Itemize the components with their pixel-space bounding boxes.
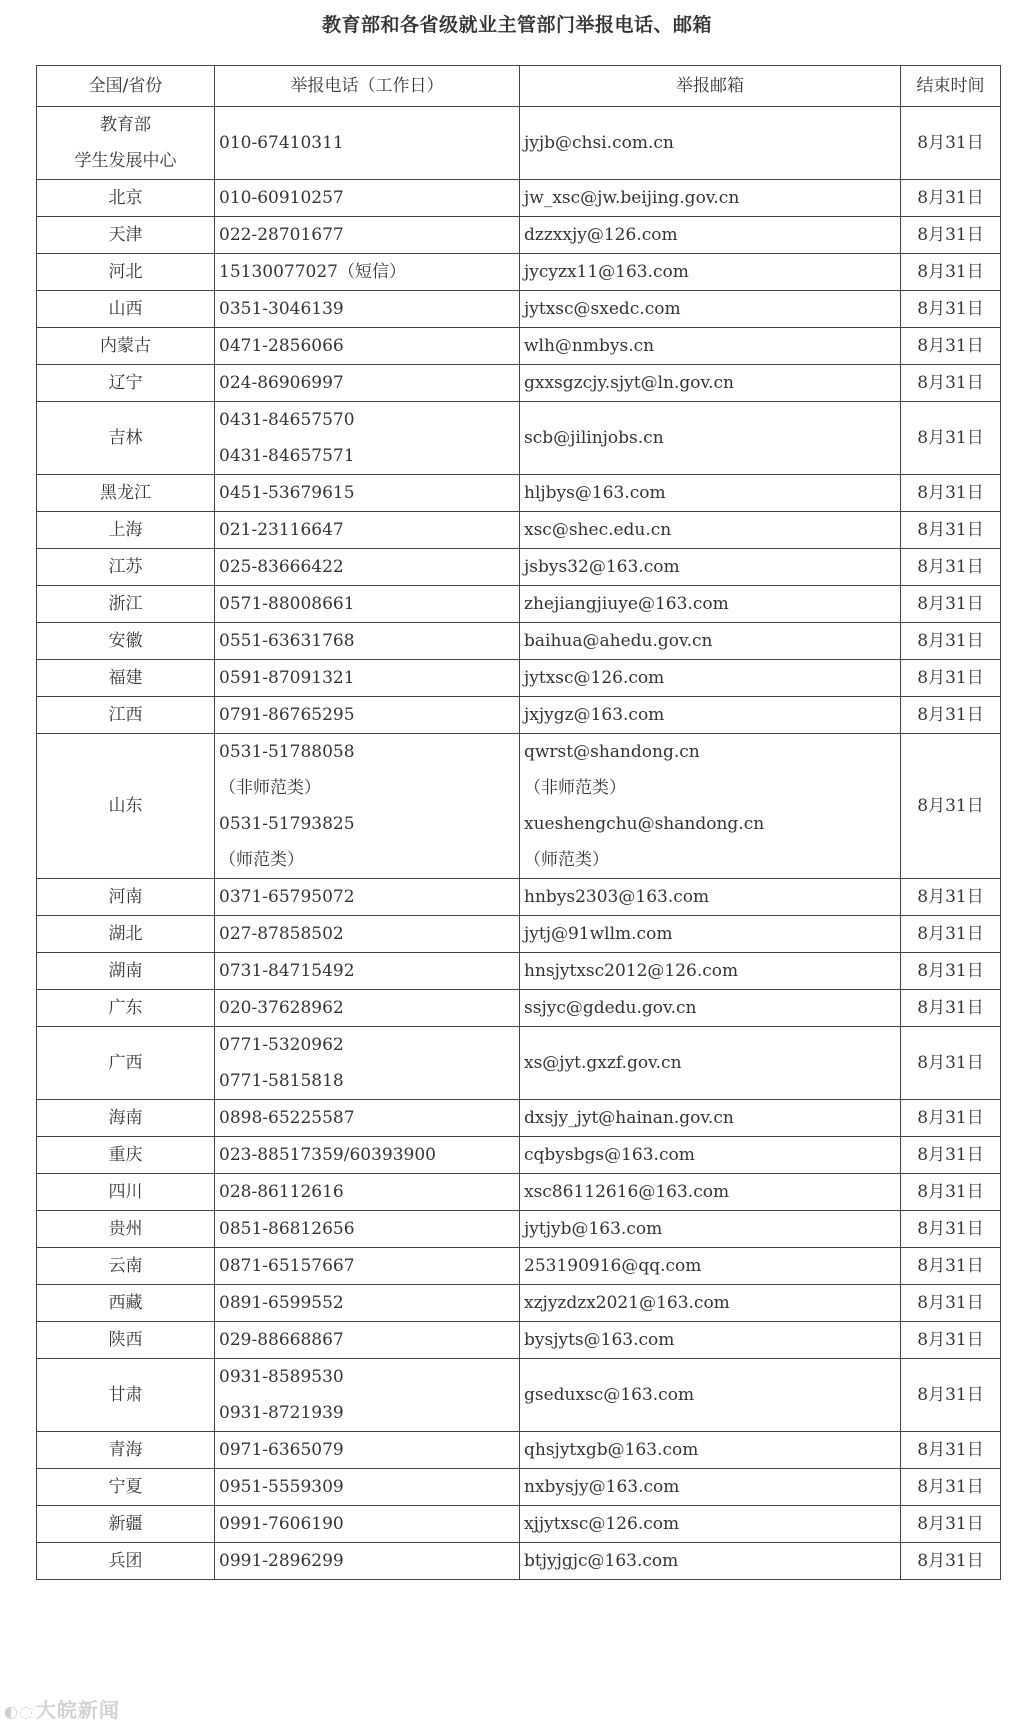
cell-phone bbox=[215, 1248, 520, 1285]
cell-phone-line: 15130077027（短信） bbox=[219, 262, 406, 282]
cell-email bbox=[520, 549, 901, 586]
cell-phone bbox=[215, 1174, 520, 1211]
cell-email bbox=[520, 1506, 901, 1543]
cell-region-line: 河北 bbox=[108, 262, 143, 282]
table-row bbox=[37, 734, 1001, 879]
cell-phone bbox=[215, 291, 520, 328]
cell-email bbox=[520, 953, 901, 990]
cell-region bbox=[37, 107, 215, 180]
cell-email bbox=[520, 291, 901, 328]
cell-region bbox=[37, 916, 215, 953]
cell-end-date: 8月31日 bbox=[901, 1322, 1001, 1359]
cell-region-line: 山西 bbox=[108, 299, 143, 319]
cell-region bbox=[37, 586, 215, 623]
cell-end-date: 8月31日 bbox=[901, 953, 1001, 990]
cell-region-line: 山东 bbox=[108, 796, 143, 816]
cell-email-line[interactable]: ssjyc@gdedu.gov.cn bbox=[524, 998, 697, 1018]
cell-email-line[interactable]: baihua@ahedu.gov.cn bbox=[524, 631, 713, 651]
cell-region bbox=[37, 1285, 215, 1322]
cell-region bbox=[37, 660, 215, 697]
cell-region-line: 上海 bbox=[108, 520, 143, 540]
cell-phone bbox=[215, 475, 520, 512]
table-body bbox=[37, 107, 1001, 1580]
cell-email bbox=[520, 1100, 901, 1137]
cell-region bbox=[37, 365, 215, 402]
cell-email bbox=[520, 1137, 901, 1174]
cell-phone bbox=[215, 107, 520, 180]
cell-region-line: 新疆 bbox=[108, 1514, 143, 1534]
cell-end-date: 8月31日 bbox=[901, 475, 1001, 512]
cell-email-line[interactable]: bysjyts@163.com bbox=[524, 1330, 675, 1350]
cell-end-date: 8月31日 bbox=[901, 402, 1001, 475]
table-row bbox=[37, 697, 1001, 734]
cell-region bbox=[37, 1248, 215, 1285]
cell-region bbox=[37, 1322, 215, 1359]
cell-region bbox=[37, 328, 215, 365]
cell-email-line[interactable]: wlh@nmbys.cn bbox=[524, 336, 655, 356]
cell-end-date: 8月31日 bbox=[901, 1137, 1001, 1174]
cell-end-date: 8月31日 bbox=[901, 217, 1001, 254]
cell-phone-line: 0951-5559309 bbox=[219, 1477, 344, 1497]
cell-region-line: 天津 bbox=[108, 225, 143, 245]
cell-region-line: 陕西 bbox=[108, 1330, 143, 1350]
cell-region bbox=[37, 1174, 215, 1211]
cell-email-line[interactable]: dzzxxjy@126.com bbox=[524, 225, 678, 245]
cell-phone-line: 010-60910257 bbox=[219, 188, 344, 208]
cell-email bbox=[520, 365, 901, 402]
cell-phone-line: 025-83666422 bbox=[219, 557, 344, 577]
cell-region-line: 福建 bbox=[108, 668, 143, 688]
cell-phone-line: 0991-2896299 bbox=[219, 1551, 344, 1571]
cell-end-date: 8月31日 bbox=[901, 734, 1001, 879]
table-row bbox=[37, 1174, 1001, 1211]
cell-email-line[interactable]: cqbysbgs@163.com bbox=[524, 1145, 695, 1165]
cell-region bbox=[37, 1211, 215, 1248]
cell-email-line: （师范类） bbox=[524, 850, 609, 870]
cell-email-line[interactable]: xueshengchu@shandong.cn bbox=[524, 814, 765, 834]
cell-phone bbox=[215, 365, 520, 402]
cell-end-date: 8月31日 bbox=[901, 660, 1001, 697]
cell-region-line: 兵团 bbox=[108, 1551, 143, 1571]
cell-email bbox=[520, 697, 901, 734]
table-row bbox=[37, 180, 1001, 217]
cell-end-date: 8月31日 bbox=[901, 1285, 1001, 1322]
cell-end-date: 8月31日 bbox=[901, 180, 1001, 217]
cell-phone-line: 0931-8721939 bbox=[219, 1403, 344, 1423]
cell-email bbox=[520, 623, 901, 660]
cell-region-line: 湖南 bbox=[108, 961, 143, 981]
cell-phone bbox=[215, 697, 520, 734]
table-row bbox=[37, 1322, 1001, 1359]
cell-phone-line: 0591-87091321 bbox=[219, 668, 355, 688]
cell-end-date: 8月31日 bbox=[901, 254, 1001, 291]
cell-end-date: 8月31日 bbox=[901, 549, 1001, 586]
cell-phone-line: 0898-65225587 bbox=[219, 1108, 355, 1128]
cell-phone-line: 028-86112616 bbox=[219, 1182, 344, 1202]
cell-email-line[interactable]: xjjytxsc@126.com bbox=[524, 1514, 680, 1534]
table-row bbox=[37, 586, 1001, 623]
cell-email-line[interactable]: zhejiangjiuye@163.com bbox=[524, 594, 729, 614]
cell-end-date: 8月31日 bbox=[901, 586, 1001, 623]
cell-email bbox=[520, 734, 901, 879]
cell-email bbox=[520, 660, 901, 697]
cell-region-line: 宁夏 bbox=[108, 1477, 143, 1497]
table-row bbox=[37, 107, 1001, 180]
cell-phone bbox=[215, 1506, 520, 1543]
cell-region bbox=[37, 512, 215, 549]
cell-email bbox=[520, 254, 901, 291]
table-row bbox=[37, 328, 1001, 365]
cell-email-line[interactable]: xs@jyt.gxzf.gov.cn bbox=[524, 1053, 682, 1073]
cell-region-line: 内蒙古 bbox=[100, 336, 151, 356]
cell-phone-line: 0731-84715492 bbox=[219, 961, 355, 981]
cell-region-line: 四川 bbox=[108, 1182, 143, 1202]
cell-region bbox=[37, 217, 215, 254]
cell-email-line[interactable]: nxbysjy@163.com bbox=[524, 1477, 680, 1497]
cell-end-date: 8月31日 bbox=[901, 1432, 1001, 1469]
cell-phone bbox=[215, 512, 520, 549]
cell-email bbox=[520, 217, 901, 254]
cell-email-line[interactable]: dxsjy_jyt@hainan.gov.cn bbox=[524, 1108, 734, 1128]
cell-phone-line: 0431-84657571 bbox=[219, 446, 355, 466]
cell-region-line: 重庆 bbox=[108, 1145, 143, 1165]
watermark-logo-icon: ◐◌ bbox=[4, 1702, 34, 1721]
cell-email-line[interactable]: jycyzx11@163.com bbox=[524, 262, 689, 282]
cell-region-line: 贵州 bbox=[108, 1219, 143, 1239]
cell-region-line: 广西 bbox=[108, 1053, 143, 1073]
cell-phone-line: 0431-84657570 bbox=[219, 410, 355, 430]
cell-region-line: 海南 bbox=[108, 1108, 143, 1128]
cell-email bbox=[520, 1543, 901, 1580]
cell-phone-line: 0531-51788058 bbox=[219, 742, 355, 762]
cell-end-date: 8月31日 bbox=[901, 1506, 1001, 1543]
cell-region bbox=[37, 1137, 215, 1174]
cell-end-date: 8月31日 bbox=[901, 1543, 1001, 1580]
table-row bbox=[37, 1211, 1001, 1248]
cell-region-line: 青海 bbox=[108, 1440, 143, 1460]
table-row bbox=[37, 291, 1001, 328]
cell-region-line: 浙江 bbox=[108, 594, 143, 614]
cell-end-date: 8月31日 bbox=[901, 623, 1001, 660]
cell-email bbox=[520, 1469, 901, 1506]
cell-email-line[interactable]: jytj@91wllm.com bbox=[524, 924, 673, 944]
cell-region-line: 辽宁 bbox=[108, 373, 143, 393]
cell-email-line[interactable]: hnsjytxsc2012@126.com bbox=[524, 961, 739, 981]
table-row bbox=[37, 549, 1001, 586]
cell-region-line: 甘肃 bbox=[108, 1385, 143, 1405]
cell-phone-line: 027-87858502 bbox=[219, 924, 344, 944]
page-title: 教育部和各省级就业主管部门举报电话、邮箱 bbox=[321, 14, 712, 36]
table-row bbox=[37, 1543, 1001, 1580]
cell-email-line[interactable]: jytxsc@126.com bbox=[524, 668, 665, 688]
cell-end-date: 8月31日 bbox=[901, 916, 1001, 953]
table-row bbox=[37, 1432, 1001, 1469]
cell-phone-line: 0531-51793825 bbox=[219, 814, 355, 834]
cell-region-line: 吉林 bbox=[108, 428, 143, 448]
cell-phone-line: 0471-2856066 bbox=[219, 336, 344, 356]
cell-region-line: 云南 bbox=[108, 1256, 143, 1276]
cell-phone-line: 0771-5815818 bbox=[219, 1071, 344, 1091]
cell-phone-line: 0971-6365079 bbox=[219, 1440, 344, 1460]
cell-region-line: 学生发展中心 bbox=[74, 151, 177, 171]
cell-end-date: 8月31日 bbox=[901, 1248, 1001, 1285]
cell-phone-line: 0991-7606190 bbox=[219, 1514, 344, 1534]
watermark bbox=[4, 1694, 120, 1723]
cell-region bbox=[37, 1359, 215, 1432]
cell-phone bbox=[215, 1543, 520, 1580]
cell-region bbox=[37, 475, 215, 512]
cell-email bbox=[520, 107, 901, 180]
cell-end-date: 8月31日 bbox=[901, 990, 1001, 1027]
cell-region bbox=[37, 254, 215, 291]
header-phone: 举报电话（工作日） bbox=[215, 66, 520, 107]
cell-phone bbox=[215, 1322, 520, 1359]
cell-region-line: 安徽 bbox=[108, 631, 143, 651]
cell-phone-line: 0371-65795072 bbox=[219, 887, 355, 907]
cell-phone-line: 0571-88008661 bbox=[219, 594, 355, 614]
cell-phone bbox=[215, 328, 520, 365]
cell-email bbox=[520, 475, 901, 512]
cell-email-line[interactable]: jytjyb@163.com bbox=[524, 1219, 663, 1239]
table-row bbox=[37, 217, 1001, 254]
table-row bbox=[37, 1285, 1001, 1322]
cell-phone bbox=[215, 549, 520, 586]
table-header-row bbox=[37, 66, 1001, 107]
cell-region-line: 河南 bbox=[108, 887, 143, 907]
cell-email-line[interactable]: btjyjgjc@163.com bbox=[524, 1551, 679, 1571]
cell-email-line[interactable]: 253190916@qq.com bbox=[524, 1256, 702, 1276]
cell-region bbox=[37, 291, 215, 328]
cell-phone bbox=[215, 1100, 520, 1137]
cell-phone bbox=[215, 734, 520, 879]
cell-email bbox=[520, 879, 901, 916]
cell-region bbox=[37, 549, 215, 586]
cell-region-line: 北京 bbox=[108, 188, 143, 208]
cell-region bbox=[37, 180, 215, 217]
cell-email bbox=[520, 586, 901, 623]
cell-email-line[interactable]: jytxsc@sxedc.com bbox=[524, 299, 681, 319]
watermark-text: 大皖新闻 bbox=[35, 1698, 120, 1722]
table-row bbox=[37, 1469, 1001, 1506]
cell-email bbox=[520, 1432, 901, 1469]
cell-region-line: 黑龙江 bbox=[100, 483, 151, 503]
header-end-date: 结束时间 bbox=[901, 66, 1001, 107]
cell-email-line[interactable]: xsc86112616@163.com bbox=[524, 1182, 730, 1202]
cell-email-line[interactable]: xsc@shec.edu.cn bbox=[524, 520, 672, 540]
cell-phone bbox=[215, 1359, 520, 1432]
table-row bbox=[37, 660, 1001, 697]
cell-phone-line: （师范类） bbox=[219, 850, 304, 870]
table-row bbox=[37, 254, 1001, 291]
cell-phone-line: 0891-6599552 bbox=[219, 1293, 344, 1313]
cell-region bbox=[37, 1469, 215, 1506]
cell-phone bbox=[215, 916, 520, 953]
table-row bbox=[37, 1100, 1001, 1137]
table-row bbox=[37, 365, 1001, 402]
header-email: 举报邮箱 bbox=[520, 66, 901, 107]
cell-phone-line: 0931-8589530 bbox=[219, 1367, 344, 1387]
cell-phone bbox=[215, 254, 520, 291]
cell-email-line[interactable]: qhsjytxgb@163.com bbox=[524, 1440, 699, 1460]
cell-email bbox=[520, 990, 901, 1027]
cell-phone bbox=[215, 217, 520, 254]
cell-phone-line: 023-88517359/60393900 bbox=[219, 1145, 436, 1165]
cell-phone bbox=[215, 953, 520, 990]
cell-region bbox=[37, 1543, 215, 1580]
cell-phone bbox=[215, 879, 520, 916]
cell-region bbox=[37, 623, 215, 660]
cell-end-date: 8月31日 bbox=[901, 879, 1001, 916]
cell-end-date: 8月31日 bbox=[901, 1211, 1001, 1248]
cell-region-line: 江苏 bbox=[108, 557, 143, 577]
report-contacts-table bbox=[36, 65, 1001, 1580]
cell-phone-line: 0551-63631768 bbox=[219, 631, 355, 651]
cell-email-line[interactable]: qwrst@shandong.cn bbox=[524, 742, 700, 762]
table-row bbox=[37, 953, 1001, 990]
cell-email-line[interactable]: scb@jilinjobs.cn bbox=[524, 428, 664, 448]
cell-email bbox=[520, 180, 901, 217]
cell-email-line[interactable]: hnbys2303@163.com bbox=[524, 887, 710, 907]
table-row bbox=[37, 1137, 1001, 1174]
cell-region-line: 湖北 bbox=[108, 924, 143, 944]
cell-region bbox=[37, 734, 215, 879]
cell-phone-line: 0851-86812656 bbox=[219, 1219, 355, 1239]
cell-email bbox=[520, 1027, 901, 1100]
header-region: 全国/省份 bbox=[37, 66, 215, 107]
cell-email bbox=[520, 328, 901, 365]
cell-end-date: 8月31日 bbox=[901, 1359, 1001, 1432]
cell-email bbox=[520, 402, 901, 475]
cell-end-date: 8月31日 bbox=[901, 512, 1001, 549]
table-row bbox=[37, 1027, 1001, 1100]
cell-region bbox=[37, 990, 215, 1027]
cell-phone-line: （非师范类） bbox=[219, 778, 321, 798]
cell-end-date: 8月31日 bbox=[901, 328, 1001, 365]
cell-email bbox=[520, 1359, 901, 1432]
cell-region bbox=[37, 1100, 215, 1137]
table-row bbox=[37, 990, 1001, 1027]
cell-email bbox=[520, 1285, 901, 1322]
cell-phone-line: 0791-86765295 bbox=[219, 705, 355, 725]
cell-phone bbox=[215, 402, 520, 475]
cell-region bbox=[37, 1432, 215, 1469]
cell-region bbox=[37, 402, 215, 475]
cell-phone-line: 021-23116647 bbox=[219, 520, 344, 540]
cell-phone bbox=[215, 1432, 520, 1469]
cell-region-line: 教育部 bbox=[100, 115, 151, 135]
table-row bbox=[37, 1248, 1001, 1285]
cell-phone-line: 022-28701677 bbox=[219, 225, 344, 245]
table-row bbox=[37, 1506, 1001, 1543]
table-row bbox=[37, 916, 1001, 953]
table-row bbox=[37, 402, 1001, 475]
cell-email bbox=[520, 1174, 901, 1211]
cell-email-line[interactable]: gxxsgzcjy.sjyt@ln.gov.cn bbox=[524, 373, 734, 393]
cell-phone-line: 029-88668867 bbox=[219, 1330, 344, 1350]
cell-end-date: 8月31日 bbox=[901, 1469, 1001, 1506]
table-row bbox=[37, 512, 1001, 549]
cell-email-line[interactable]: jyjb@chsi.com.cn bbox=[524, 133, 674, 153]
cell-phone-line: 010-67410311 bbox=[219, 133, 344, 153]
cell-phone bbox=[215, 180, 520, 217]
cell-phone-line: 0771-5320962 bbox=[219, 1035, 344, 1055]
cell-phone bbox=[215, 1027, 520, 1100]
cell-phone-line: 024-86906997 bbox=[219, 373, 344, 393]
cell-phone-line: 0451-53679615 bbox=[219, 483, 355, 503]
cell-phone bbox=[215, 990, 520, 1027]
cell-email-line: （非师范类） bbox=[524, 778, 626, 798]
cell-end-date: 8月31日 bbox=[901, 365, 1001, 402]
cell-phone-line: 0351-3046139 bbox=[219, 299, 344, 319]
table-row bbox=[37, 1359, 1001, 1432]
cell-phone bbox=[215, 586, 520, 623]
cell-email-line[interactable]: gseduxsc@163.com bbox=[524, 1385, 695, 1405]
cell-phone bbox=[215, 1211, 520, 1248]
cell-email bbox=[520, 512, 901, 549]
cell-end-date: 8月31日 bbox=[901, 1027, 1001, 1100]
cell-end-date: 8月31日 bbox=[901, 291, 1001, 328]
cell-email-line[interactable]: hljbys@163.com bbox=[524, 483, 666, 503]
cell-email-line[interactable]: jsbys32@163.com bbox=[524, 557, 680, 577]
cell-email-line[interactable]: jw_xsc@jw.beijing.gov.cn bbox=[524, 188, 740, 208]
cell-region bbox=[37, 953, 215, 990]
table-row bbox=[37, 475, 1001, 512]
cell-email bbox=[520, 1248, 901, 1285]
table-row bbox=[37, 879, 1001, 916]
cell-end-date: 8月31日 bbox=[901, 107, 1001, 180]
cell-end-date: 8月31日 bbox=[901, 1100, 1001, 1137]
cell-email bbox=[520, 1322, 901, 1359]
cell-email bbox=[520, 1211, 901, 1248]
table-row bbox=[37, 623, 1001, 660]
cell-phone-line: 020-37628962 bbox=[219, 998, 344, 1018]
cell-region-line: 江西 bbox=[108, 705, 143, 725]
cell-email bbox=[520, 916, 901, 953]
cell-region bbox=[37, 1506, 215, 1543]
cell-region bbox=[37, 879, 215, 916]
cell-phone bbox=[215, 1469, 520, 1506]
cell-email-line[interactable]: xzjyzdzx2021@163.com bbox=[524, 1293, 730, 1313]
cell-phone bbox=[215, 660, 520, 697]
cell-phone-line: 0871-65157667 bbox=[219, 1256, 355, 1276]
cell-region bbox=[37, 697, 215, 734]
cell-region-line: 西藏 bbox=[108, 1293, 143, 1313]
cell-region-line: 广东 bbox=[108, 998, 143, 1018]
cell-phone bbox=[215, 1285, 520, 1322]
cell-phone bbox=[215, 623, 520, 660]
cell-phone bbox=[215, 1137, 520, 1174]
cell-email-line[interactable]: jxjygz@163.com bbox=[524, 705, 665, 725]
cell-end-date: 8月31日 bbox=[901, 697, 1001, 734]
cell-region bbox=[37, 1027, 215, 1100]
cell-end-date: 8月31日 bbox=[901, 1174, 1001, 1211]
